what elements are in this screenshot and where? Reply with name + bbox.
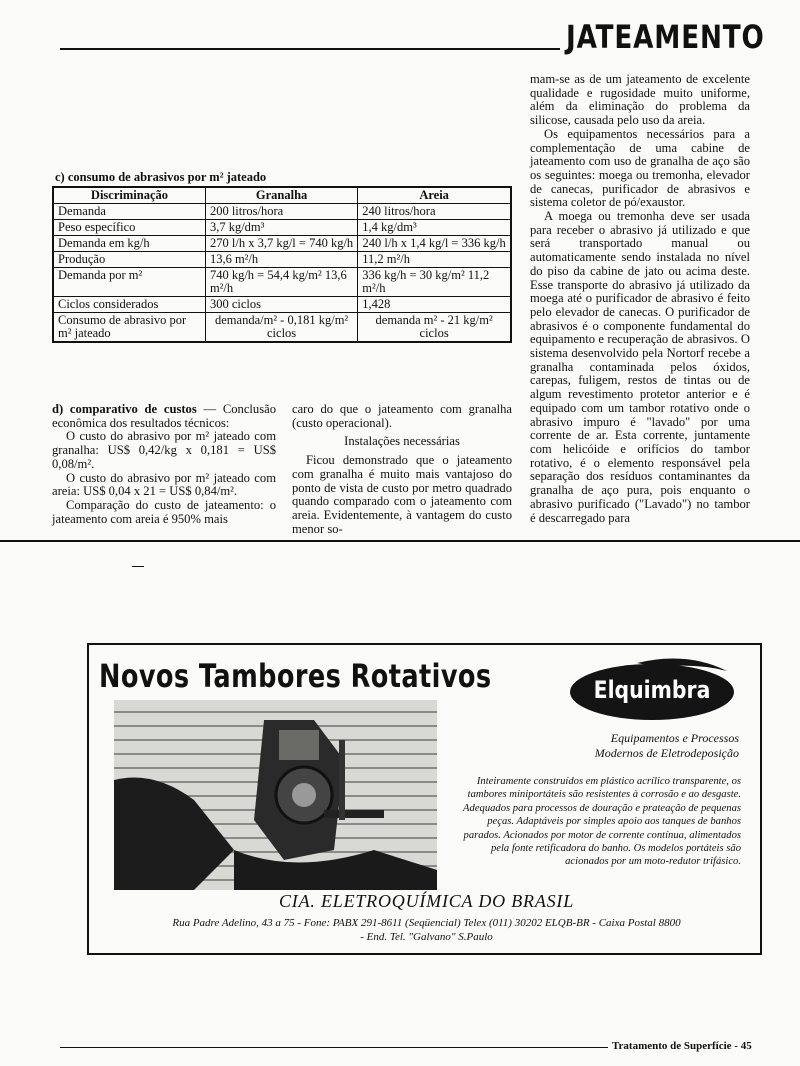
table-cell-areia: 336 kg/h = 30 kg/m² 11,2 m²/h	[358, 268, 511, 297]
table-cell-granalha: 200 litros/hora	[205, 204, 357, 220]
table-cell-areia: 240 litros/hora	[358, 204, 511, 220]
logo-text: Elquimbra	[593, 676, 711, 704]
cost-granalha: O custo do abrasivo por m² jateado com granalha: US$ 0,42/kg x 0,181 = US$ 0,08/m².	[52, 429, 276, 471]
table-cell-areia: 11,2 m²/h	[358, 252, 511, 268]
table-cell-label: Demanda em kg/h	[53, 236, 205, 252]
product-photo	[114, 700, 437, 890]
table-row	[53, 297, 511, 313]
table-cell-label: Consumo de abrasivo por m² jateado	[53, 313, 205, 343]
table-cell-label: Peso específico	[53, 220, 205, 236]
divider	[132, 566, 144, 567]
company-address	[89, 916, 764, 944]
tagline-line-1: Equipamentos e Processos	[610, 731, 739, 745]
product-description: Inteiramente construídos em plástico acrílico transparente, os tambores miniportáteis são resistentes à corrosão e ao desgaste. Adequados para processos de douração e prateação de pequenas peças. Adaptáveis por simples apoio aos tanques de banhos parados. Acionados por motor de corrente contínua, alimentados pela fonte retificadora do banho. Os modelos portáteis são acionados por um moto-redutor trifásico.	[463, 776, 741, 868]
table-cell-label: Demanda por m²	[53, 268, 205, 297]
elquimbra-logo	[567, 657, 737, 723]
right-paragraph: A moega ou tremonha deve ser usada para receber o abrasivo já utilizado e que será transportado manual ou automaticamente sendo instalada no nível do piso da cabine de jato ou acima deste. Esse transporte do abrasivo já utilizado da moega até o purificador de abrasivo é feito pelo elevador de canecas. O purificador de abrasivos é o componente fundamental do equipamento e recuperação de abrasivos. O sistema desenvolvido pela Nortorf recebe a granalha contaminada pelos óxidos, carepas, fuligem, restos de tintas ou de algum revestimento protetor anterior e é equipado com um tambor rotativo onde o abrasivo impuro é "lavado" por uma corrente de ar. Esta corrente, juntamente com helicóide e orifícios do tambor rotativo, é o elemento responsável pela separação dos resíduos contaminantes da granalha de aço pura, pois enquanto o abrasivo purificado ("Lavado") no tambor é descarregado para	[530, 209, 750, 525]
table-cell-granalha: 270 l/h x 3,7 kg/l = 740 kg/h	[205, 236, 357, 252]
section-d-title: d) comparativo de custos	[52, 402, 197, 416]
column-header: Discriminação	[53, 187, 205, 204]
table-cell-granalha: demanda/m² - 0,181 kg/m² ciclos	[205, 313, 357, 343]
ad-title: Novos Tambores Rotativos	[99, 657, 492, 695]
abrasive-consumption-table	[52, 186, 512, 343]
company-name: CIA. ELETROQUÍMICA DO BRASIL	[278, 891, 575, 911]
table-row	[53, 204, 511, 220]
table-row	[53, 236, 511, 252]
page-footer: Tratamento de Superfície - 45	[612, 1040, 752, 1052]
section-title: JATEAMENTO	[566, 18, 765, 56]
address-line-1: Rua Padre Adelino, 43 a 75 - Fone: PABX 291-8611 (Seqüencial) Telex (011) 30202 ELQB-BR - Caixa Postal 8800	[172, 917, 681, 929]
cost-comparison-cont: caro do que o jateamento com granalha (custo operacional).	[292, 402, 512, 430]
table-cell-areia: 1,4 kg/dm³	[358, 220, 511, 236]
column-header: Areia	[358, 187, 511, 204]
table-header-row	[53, 187, 511, 204]
header-rule	[60, 48, 560, 50]
installations-paragraph: Ficou demonstrado que o jateamento com granalha é muito mais vantajoso do ponto de vista de custo por metro quadrado quando comparado com o jateamento com areia. Evidentemente, à vantagem do custo menor so-	[292, 453, 512, 536]
footer-rule	[60, 1047, 608, 1048]
table-cell-granalha: 740 kg/h = 54,4 kg/m² 13,6 m²/h	[205, 268, 357, 297]
table-cell-areia: demanda m² - 21 kg/m² ciclos	[358, 313, 511, 343]
rotating-drum-illustration	[114, 700, 437, 890]
table-cell-granalha: 300 ciclos	[205, 297, 357, 313]
right-paragraph: mam-se as de um jateamento de excelente qualidade e rugosidade muito uniforme, além da eliminação do problema da silicose, causada pelo uso da areia.	[530, 72, 750, 128]
table-caption: c) consumo de abrasivos por m² jateado	[55, 170, 267, 184]
table-cell-granalha: 13,6 m²/h	[205, 252, 357, 268]
table-row	[53, 313, 511, 343]
advertisement	[87, 643, 762, 955]
section-d-right	[292, 403, 512, 536]
table-row	[53, 252, 511, 268]
address-line-2: - End. Tel. "Galvano" S.Paulo	[360, 931, 493, 943]
table-cell-areia: 1,428	[358, 297, 511, 313]
table-cell-label: Ciclos considerados	[53, 297, 205, 313]
section-d-left	[52, 403, 276, 526]
right-column	[530, 73, 750, 525]
table-cell-granalha: 3,7 kg/dm³	[205, 220, 357, 236]
table-cell-areia: 240 l/h x 1,4 kg/l = 336 kg/h	[358, 236, 511, 252]
table-row	[53, 220, 511, 236]
column-header: Granalha	[205, 187, 357, 204]
subheading-installations: Instalações necessárias	[344, 434, 460, 449]
right-paragraph: Os equipamentos necessários para a complementação de uma cabine de jateamento com uso de granalha de aço são os seguintes: moega ou tremonha, elevador de canecas, purificador de abrasivos e sistema coletor de pó/exaustor.	[530, 126, 750, 210]
section-d-intro	[52, 403, 276, 430]
article-bottom-rule	[0, 540, 800, 542]
table-cell-label: Produção	[53, 252, 205, 268]
section-d-intro-text: — Conclusão econômica dos resultados técnicos:	[52, 402, 276, 430]
table-cell-label: Demanda	[53, 204, 205, 220]
cost-areia: O custo do abrasivo por m² jateado com areia: US$ 0,04 x 21 = US$ 0,84/m².	[52, 470, 276, 499]
tagline-line-2: Modernos de Eletrodeposição	[594, 746, 739, 760]
table-row	[53, 268, 511, 297]
cost-comparison: Comparação do custo de jateamento: o jateamento com areia é 950% mais	[52, 497, 276, 526]
